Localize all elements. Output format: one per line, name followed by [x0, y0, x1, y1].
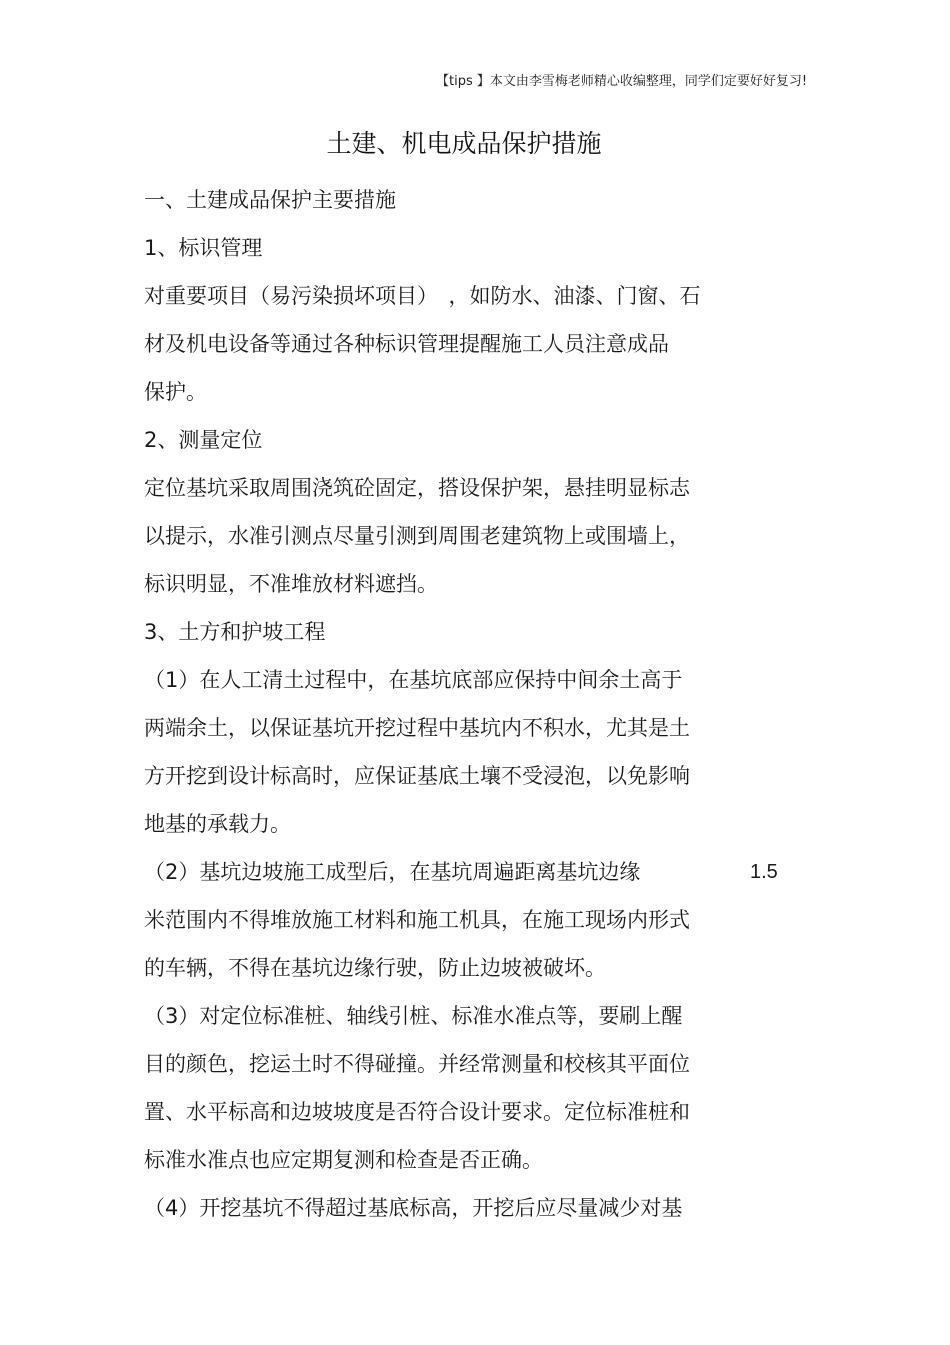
paragraph-line: 保护。 [144, 380, 207, 404]
paragraph-line: 方开挖到设计标高时，应保证基底土壤不受浸泡，以免影响 [144, 764, 690, 788]
paragraph-line: 两端余土，以保证基坑开挖过程中基坑内不积水，尤其是土 [144, 716, 690, 740]
paragraph-line: 材及机电设备等通过各种标识管理提醒施工人员注意成品 [144, 332, 669, 356]
paragraph-line: 置、水平标高和边坡坡度是否符合设计要求。定位标准桩和 [144, 1100, 690, 1124]
subsection-heading: 3、土方和护坡工程 [144, 620, 326, 644]
paragraph-line: （1）在人工清土过程中，在基坑底部应保持中间余土高于 [144, 668, 683, 692]
section-heading: 一、土建成品保护主要措施 [144, 188, 396, 212]
paragraph-line: 以提示，水准引测点尽量引测到周围老建筑物上或围墙上， [144, 524, 690, 548]
paragraph-line: 标识明显，不准堆放材料遮挡。 [144, 572, 438, 596]
paragraph-line: （3）对定位标准桩、轴线引桩、标准水准点等，要刷上醒 [144, 1004, 683, 1028]
paragraph-line: 的车辆，不得在基坑边缘行驶，防止边坡被破坏。 [144, 956, 606, 980]
paragraph-line-text: （2）基坑边坡施工成型后，在基坑周遍距离基坑边缘 [144, 860, 641, 884]
distance-value: 1.5 [750, 861, 778, 883]
paragraph-line: 对重要项目（易污染损坏项目） ，如防水、油漆、门窗、石 [144, 284, 701, 308]
tips-header: 【tips 】本文由李雪梅老师精心收编整理，同学们定要好好复习! [436, 74, 808, 89]
subsection-heading: 2、测量定位 [144, 428, 263, 452]
subsection-heading: 1、标识管理 [144, 236, 263, 260]
paragraph-line: 米范围内不得堆放施工材料和施工机具，在施工现场内形式 [144, 908, 690, 932]
document-body [144, 176, 794, 1232]
document-title: 土建、机电成品保护措施 [326, 129, 602, 158]
paragraph-line: 目的颜色，挖运土时不得碰撞。并经常测量和校核其平面位 [144, 1052, 690, 1076]
paragraph-line: 地基的承载力。 [144, 812, 291, 836]
paragraph-line: 标准水准点也应定期复测和检查是否正确。 [144, 1148, 543, 1172]
paragraph-line-with-value [144, 848, 794, 896]
paragraph-line: 定位基坑采取周围浇筑砼固定，搭设保护架，悬挂明显标志 [144, 476, 690, 500]
paragraph-line: （4）开挖基坑不得超过基底标高，开挖后应尽量减少对基 [144, 1196, 683, 1220]
